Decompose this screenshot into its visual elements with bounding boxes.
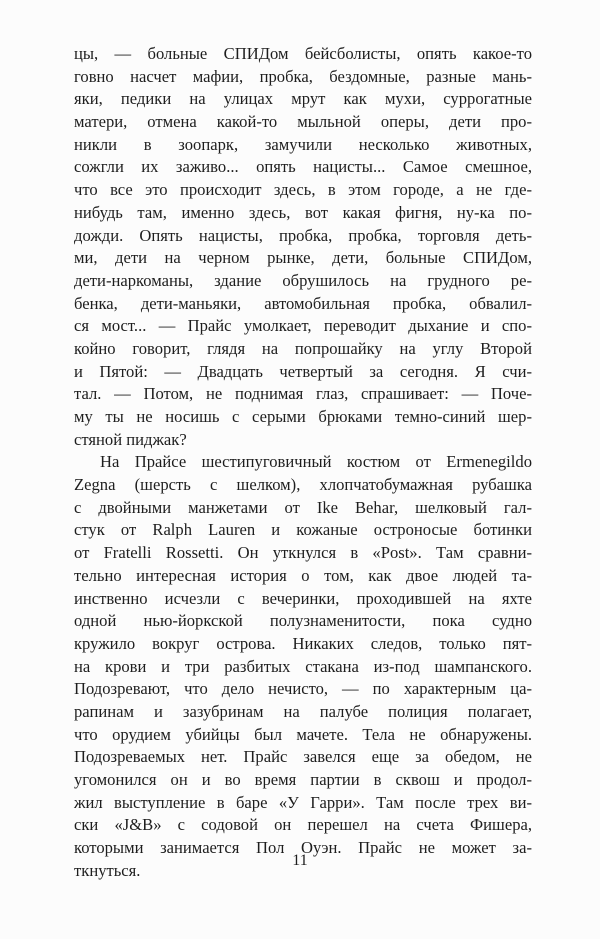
text-line: что орудием убийцы был мачете. Тела не обнаружены. [74,724,532,744]
text-line: Подозревают, что дело нечисто, — по характерным ца- [74,679,532,699]
text-line: никли в зоопарк, замучили несколько животных, [74,134,532,154]
text-line: стяной пиджак? [74,429,187,449]
text-line: и Пятой: — Двадцать четвертый за сегодня. Я счи- [74,361,532,381]
text-line: что все это происходит здесь, в этом городе, а не где- [74,180,532,200]
text-line: с двойными манжетами от Ike Behar, шелковый гал- [74,497,532,517]
text-line: Zegna (шерсть с шелком), хлопчатобумажная рубашка [74,475,532,495]
body-text [74,43,532,882]
text-line: тал. — Потом, не поднимая глаз, спрашивает: — Поче- [74,384,532,404]
text-line: инственно исчезли с вечеринки, проходившей на яхте [74,588,532,608]
text-line: рапинам и зазубринам на палубе полиция полагает, [74,701,532,721]
paragraph [74,43,532,451]
text-line: му ты не носишь с серыми брюками темно-синий шер- [74,407,532,426]
text-line: тельно интересная история о том, как двое людей та- [74,565,532,585]
text-line: дети-наркоманы, здание обрушилось на грудного ре- [74,270,532,290]
text-line: угомонился он и во время партии в сквош и продол- [74,770,532,789]
text-line: ми, дети на черном рынке, дети, больные СПИДом, [74,248,532,268]
text-line: нибудь там, именно здесь, вот какая фигня, ну-ка по- [74,202,532,222]
text-line: на крови и три разбитых стакана из-под шампанского. [74,656,532,676]
text-line: цы, — больные СПИДом бейсболисты, опять какое-то [74,44,532,63]
text-line: говно насчет мафии, пробка, бездомные, разные мань- [74,66,532,86]
text-line: Подозреваемых нет. Прайс завелся еще за обедом, не [74,747,532,767]
text-line: ски «J&B» с содовой он перешел на счета Фишера, [74,815,532,835]
text-line: ткнуться. [74,860,141,880]
text-line: одной нью-йоркской полузнаменитости, пока судно [74,611,532,631]
text-line: яки, педики на улицах мрут как мухи, суррогатные [74,89,532,109]
text-line: от Fratelli Rossetti. Он уткнулся в «Post». Там сравни- [74,543,532,563]
text-line: ся мост... — Прайс умолкает, переводит дыхание и спо- [74,316,532,336]
page-number: 11 [292,852,308,869]
text-line: матери, отмена какой-то мыльной оперы, дети про- [74,112,532,132]
paragraph [74,451,532,882]
text-line: кружило вокруг острова. Никаких следов, только пят- [74,633,532,653]
text-line: бенка, дети-маньяки, автомобильная пробка, обвалил- [74,293,532,313]
text-line: которыми занимается Пол Оуэн. Прайс не может за- [74,838,532,858]
text-line: сожгли их заживо... опять нацисты... Самое смешное, [74,157,532,177]
text-line: жил выступление в баре «У Гарри». Там после трех ви- [74,792,532,812]
text-line: стук от Ralph Lauren и кожаные остроносые ботинки [74,520,532,540]
text-line: койно говорит, глядя на попрошайку на углу Второй [74,338,532,358]
text-line: На Прайсе шестипуговичный костюм от Ermenegildo [100,452,532,472]
text-line: дожди. Опять нацисты, пробка, пробка, торговля деть- [74,225,532,245]
